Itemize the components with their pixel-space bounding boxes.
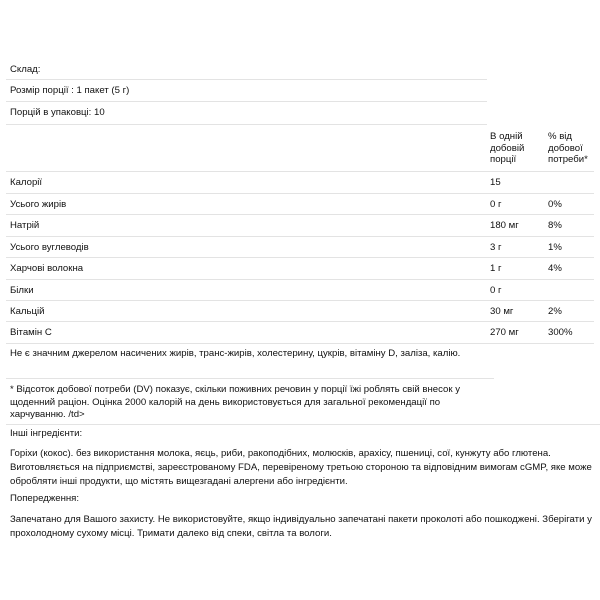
warnings-text: Запечатано для Вашого захисту. Не використовуйте, якщо індивідуально запечатані пакети проколоті або пошкоджені. Зберігати у прохолодному сухому місці. Тримати далеко від спеки, світла та вологи. bbox=[10, 514, 592, 539]
nutrient-amount: 270 мг bbox=[490, 327, 519, 338]
servings-per-pack: Порцій в упаковці: 10 bbox=[10, 107, 105, 118]
nutrient-dv: 0% bbox=[548, 199, 562, 210]
composition-row bbox=[6, 58, 487, 80]
warnings-heading: Попередження: bbox=[10, 493, 80, 504]
table-row bbox=[6, 194, 594, 215]
nutrient-name: Харчові волокна bbox=[10, 263, 84, 274]
table-row bbox=[6, 301, 594, 322]
nutrient-dv: 8% bbox=[548, 220, 562, 231]
nutrient-amount: 15 bbox=[490, 177, 501, 188]
section-divider bbox=[6, 424, 600, 425]
nutrient-name: Кальцій bbox=[10, 306, 45, 317]
supplement-facts-panel bbox=[6, 58, 594, 425]
nutrient-name: Вітамін С bbox=[10, 327, 52, 338]
nutrient-dv: 4% bbox=[548, 263, 562, 274]
table-header-row bbox=[6, 125, 594, 172]
table-row bbox=[6, 322, 594, 344]
nutrient-amount: 30 мг bbox=[490, 306, 514, 317]
nutrient-name: Усього вуглеводів bbox=[10, 242, 89, 253]
nutrient-amount: 0 г bbox=[490, 199, 502, 210]
amount-column-header: В одній добовій порції bbox=[490, 131, 525, 165]
table-row bbox=[6, 215, 594, 237]
nutrient-amount: 1 г bbox=[490, 263, 502, 274]
nutrient-name: Усього жирів bbox=[10, 199, 67, 210]
nutrient-dv: 300% bbox=[548, 327, 573, 338]
nutrient-name: Калорії bbox=[10, 177, 43, 188]
not-significant-note: Не є значним джерелом насичених жирів, транс-жирів, холестерину, цукрів, вітаміну D, заліза, калію. bbox=[10, 348, 461, 359]
serving-size: Розмір порції : 1 пакет (5 г) bbox=[10, 85, 130, 96]
table-row bbox=[6, 280, 594, 301]
nutrient-dv: 2% bbox=[548, 306, 562, 317]
other-ingredients-text: Горіхи (кокос). без використання молока, яєць, риби, ракоподібних, молюсків, арахісу, пшениці, сої, кунжуту або глютена. bbox=[10, 448, 551, 459]
nutrient-name: Білки bbox=[10, 285, 34, 296]
other-ingredients-heading: Інші інгредієнти: bbox=[10, 428, 83, 439]
nutrient-amount: 180 мг bbox=[490, 220, 519, 231]
composition-label: Склад: bbox=[10, 64, 41, 75]
nutrient-dv: 1% bbox=[548, 242, 562, 253]
nutrient-amount: 3 г bbox=[490, 242, 502, 253]
nutrient-amount: 0 г bbox=[490, 285, 502, 296]
dv-footnote: * Відсоток добової потреби (DV) показує, скільки поживних речовин у порції їжі роблять свій внесок у щоденний раціон. Оцінка 2000 калорій на день використовується для загальної рекомендації по харчуванню. /td> bbox=[10, 384, 461, 420]
servings-per-pack-row bbox=[6, 102, 487, 125]
dv-column-header: % від добової потреби* bbox=[548, 131, 588, 165]
table-row bbox=[6, 237, 594, 258]
table-row bbox=[6, 172, 594, 194]
table-row bbox=[6, 258, 594, 280]
nutrient-name: Натрій bbox=[10, 220, 40, 231]
manufacturing-statement: Виготовляється на підприємстві, зареєстрованому FDA, перевіреному третьою стороною та відповідним вимогам cGMP, яке може обробляти інші продукти, що містять вищезгадані алергени або інгредієнти. bbox=[10, 462, 592, 487]
serving-size-row bbox=[6, 80, 487, 102]
